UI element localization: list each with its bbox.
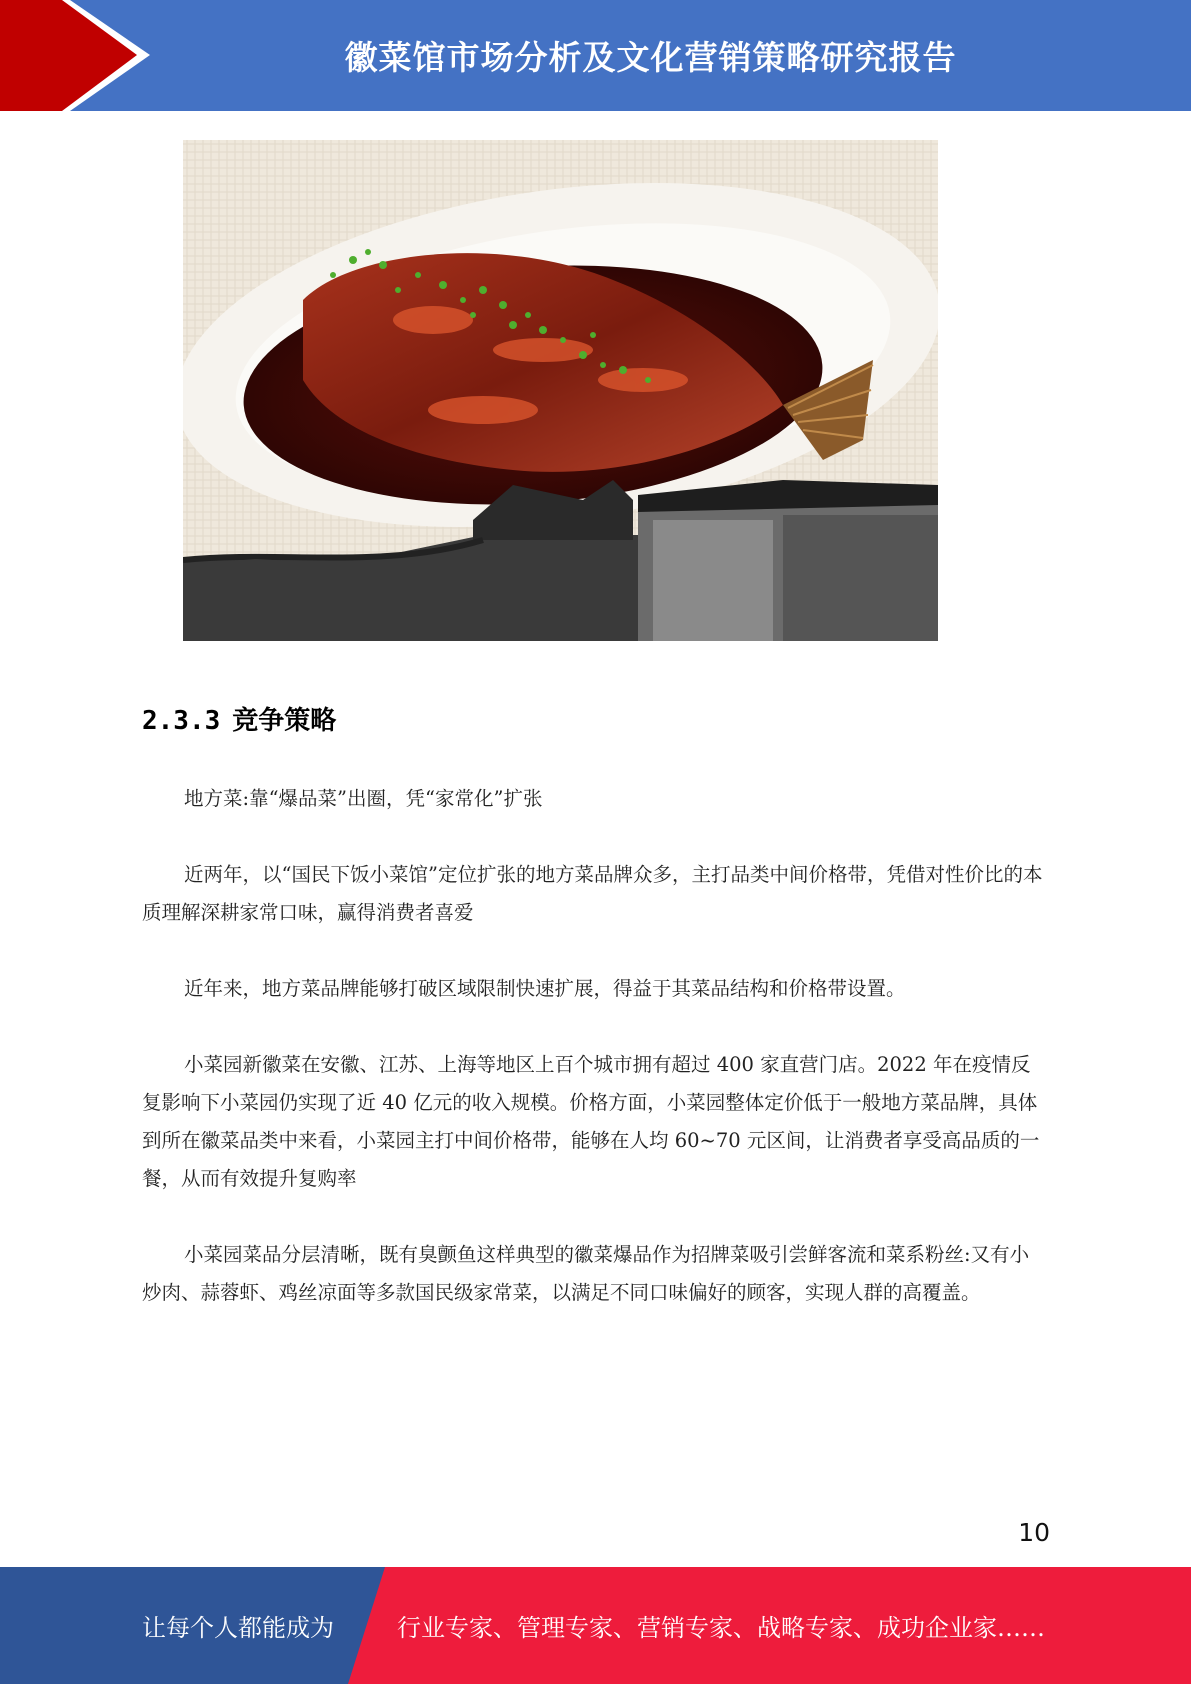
footer-slogan-left: 让每个人都能成为 <box>142 1614 334 1642</box>
paragraph-3: 近年来，地方菜品牌能够打破区域限制快速扩展，得益于其菜品结构和价格带设置。 <box>184 977 906 1000</box>
dish-photo <box>183 140 938 641</box>
page-number: 10 <box>1018 1518 1050 1547</box>
report-title: 徽菜馆市场分析及文化营销策略研究报告 <box>344 38 957 77</box>
chevron-decoration <box>0 0 160 111</box>
paragraph-5: 小菜园菜品分层清晰，既有臭颤鱼这样典型的徽菜爆品作为招牌菜吸引尝鲜客流和菜系粉丝:又有小炒肉、蒜蓉虾、鸡丝凉面等多款国民级家常菜，以满足不同口味偏好的顾客，实现人群的高覆盖。 <box>142 1243 1030 1304</box>
section-heading <box>142 700 336 737</box>
section-number: 2.3.3 <box>142 706 221 736</box>
paragraph-2: 近两年，以“国民下饭小菜馆”定位扩张的地方菜品牌众多，主打品类中间价格带，凭借对性价比的本质理解深耕家常口味，赢得消费者喜爱 <box>142 863 1043 924</box>
section-title: 竞争策略 <box>232 706 337 736</box>
page-footer <box>0 1567 1191 1684</box>
paragraph-1: 地方菜:靠“爆品菜”出圈，凭“家常化”扩张 <box>184 787 543 810</box>
page-header <box>0 0 1191 111</box>
footer-slogan-right: 行业专家、管理专家、营销专家、战略专家、成功企业家…… <box>397 1614 1045 1642</box>
paragraph-4: 小菜园新徽菜在安徽、江苏、上海等地区上百个城市拥有超过 400 家直营门店。2022 年在疫情反复影响下小菜园仍实现了近 40 亿元的收入规模。价格方面，小菜园整体定价低于一般地方菜品牌，具体到所在徽菜品类中来看，小菜园主打中间价格带，能够在人均 60~70 元区间，让消费者享受高品质的一餐，从而有效提升复购率 <box>142 1053 1040 1190</box>
